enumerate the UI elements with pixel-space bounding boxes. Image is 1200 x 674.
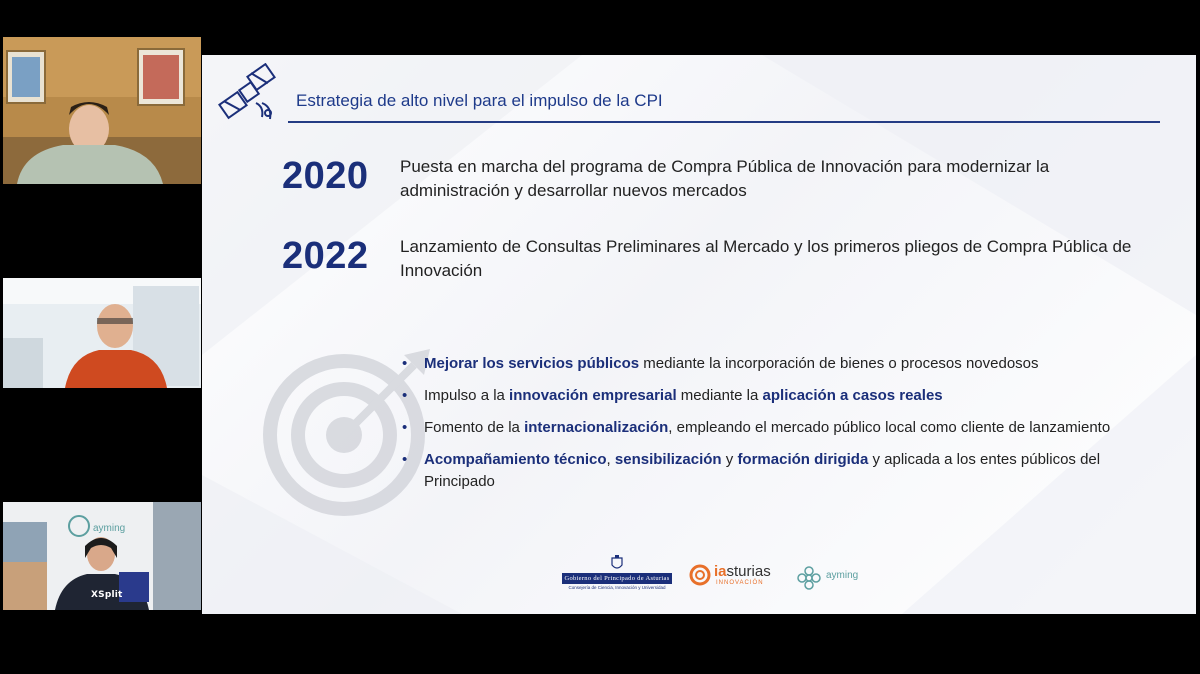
objective-text: Impulso a la — [424, 387, 510, 404]
shared-presentation-slide — [202, 55, 1196, 614]
objective-text: y — [721, 451, 738, 468]
participant-2-video — [3, 278, 201, 388]
iasturias-wordmark: iasturias — [714, 563, 771, 580]
ayming-logo — [796, 563, 876, 593]
milestone-text-2020: Puesta en marcha del programa de Compra Pública de Innovación para modernizar la administración y desarrollar nuevos mercados — [400, 157, 1050, 200]
objective-highlight: internacionalización — [524, 419, 669, 436]
objective-item — [402, 385, 1142, 407]
ayming-wordmark: ayming — [826, 570, 859, 581]
ayming-flower-icon — [796, 565, 822, 591]
iasturias-ring-icon — [688, 563, 712, 587]
milestone-year-2020: 2020 — [282, 155, 369, 197]
participant-1-video — [3, 37, 201, 184]
objective-highlight: innovación empresarial — [509, 387, 677, 404]
objective-text: mediante la incorporación de bienes o procesos novedosos — [639, 355, 1039, 372]
video-tile-participant-2[interactable] — [3, 278, 201, 388]
objective-highlight: Acompañamiento técnico — [424, 451, 607, 468]
objective-highlight: formación dirigida — [737, 451, 869, 468]
gobierno-subtitle: Consejería de Ciencia, Innovación y Universidad — [568, 585, 666, 590]
satellite-icon — [218, 63, 284, 129]
milestone-text-2022: Lanzamiento de Consultas Preliminares al Mercado y los primeros pliegos de Compra Pública de Innovación — [400, 237, 1132, 280]
objective-item — [402, 417, 1142, 439]
objective-text: y aplicada a los entes públicos del Principado — [424, 451, 1101, 490]
objective-text: Fomento de la — [424, 419, 525, 436]
objective-highlight: aplicación a casos reales — [762, 387, 943, 404]
xsplit-watermark: XSplit — [91, 590, 123, 600]
video-tile-participant-1[interactable] — [3, 37, 201, 184]
objectives-list — [402, 353, 1142, 503]
tile3-brand-text: ayming — [93, 523, 126, 534]
slide-title: Estrategia de alto nivel para el impulso de la CPI — [296, 91, 663, 110]
objective-item — [402, 449, 1142, 493]
video-tile-participant-3[interactable] — [3, 502, 201, 610]
objective-highlight: sensibilización — [614, 451, 722, 468]
objective-text: mediante la — [676, 387, 763, 404]
title-divider — [288, 121, 1160, 123]
iasturias-logo — [688, 563, 778, 593]
objective-text: , — [606, 451, 615, 468]
milestone-year-2022: 2022 — [282, 235, 369, 277]
gobierno-asturias-logo — [562, 555, 672, 599]
objective-highlight: Mejorar los servicios públicos — [424, 355, 640, 372]
asturias-crest-icon — [610, 555, 624, 571]
gobierno-name: Gobierno del Principado de Asturias — [562, 573, 672, 584]
objective-text: , empleando el mercado público local como cliente de lanzamiento — [668, 419, 1111, 436]
iasturias-subtitle: INNOVACIÓN — [716, 580, 764, 586]
objective-item — [402, 353, 1142, 375]
sponsor-logos — [562, 553, 902, 603]
